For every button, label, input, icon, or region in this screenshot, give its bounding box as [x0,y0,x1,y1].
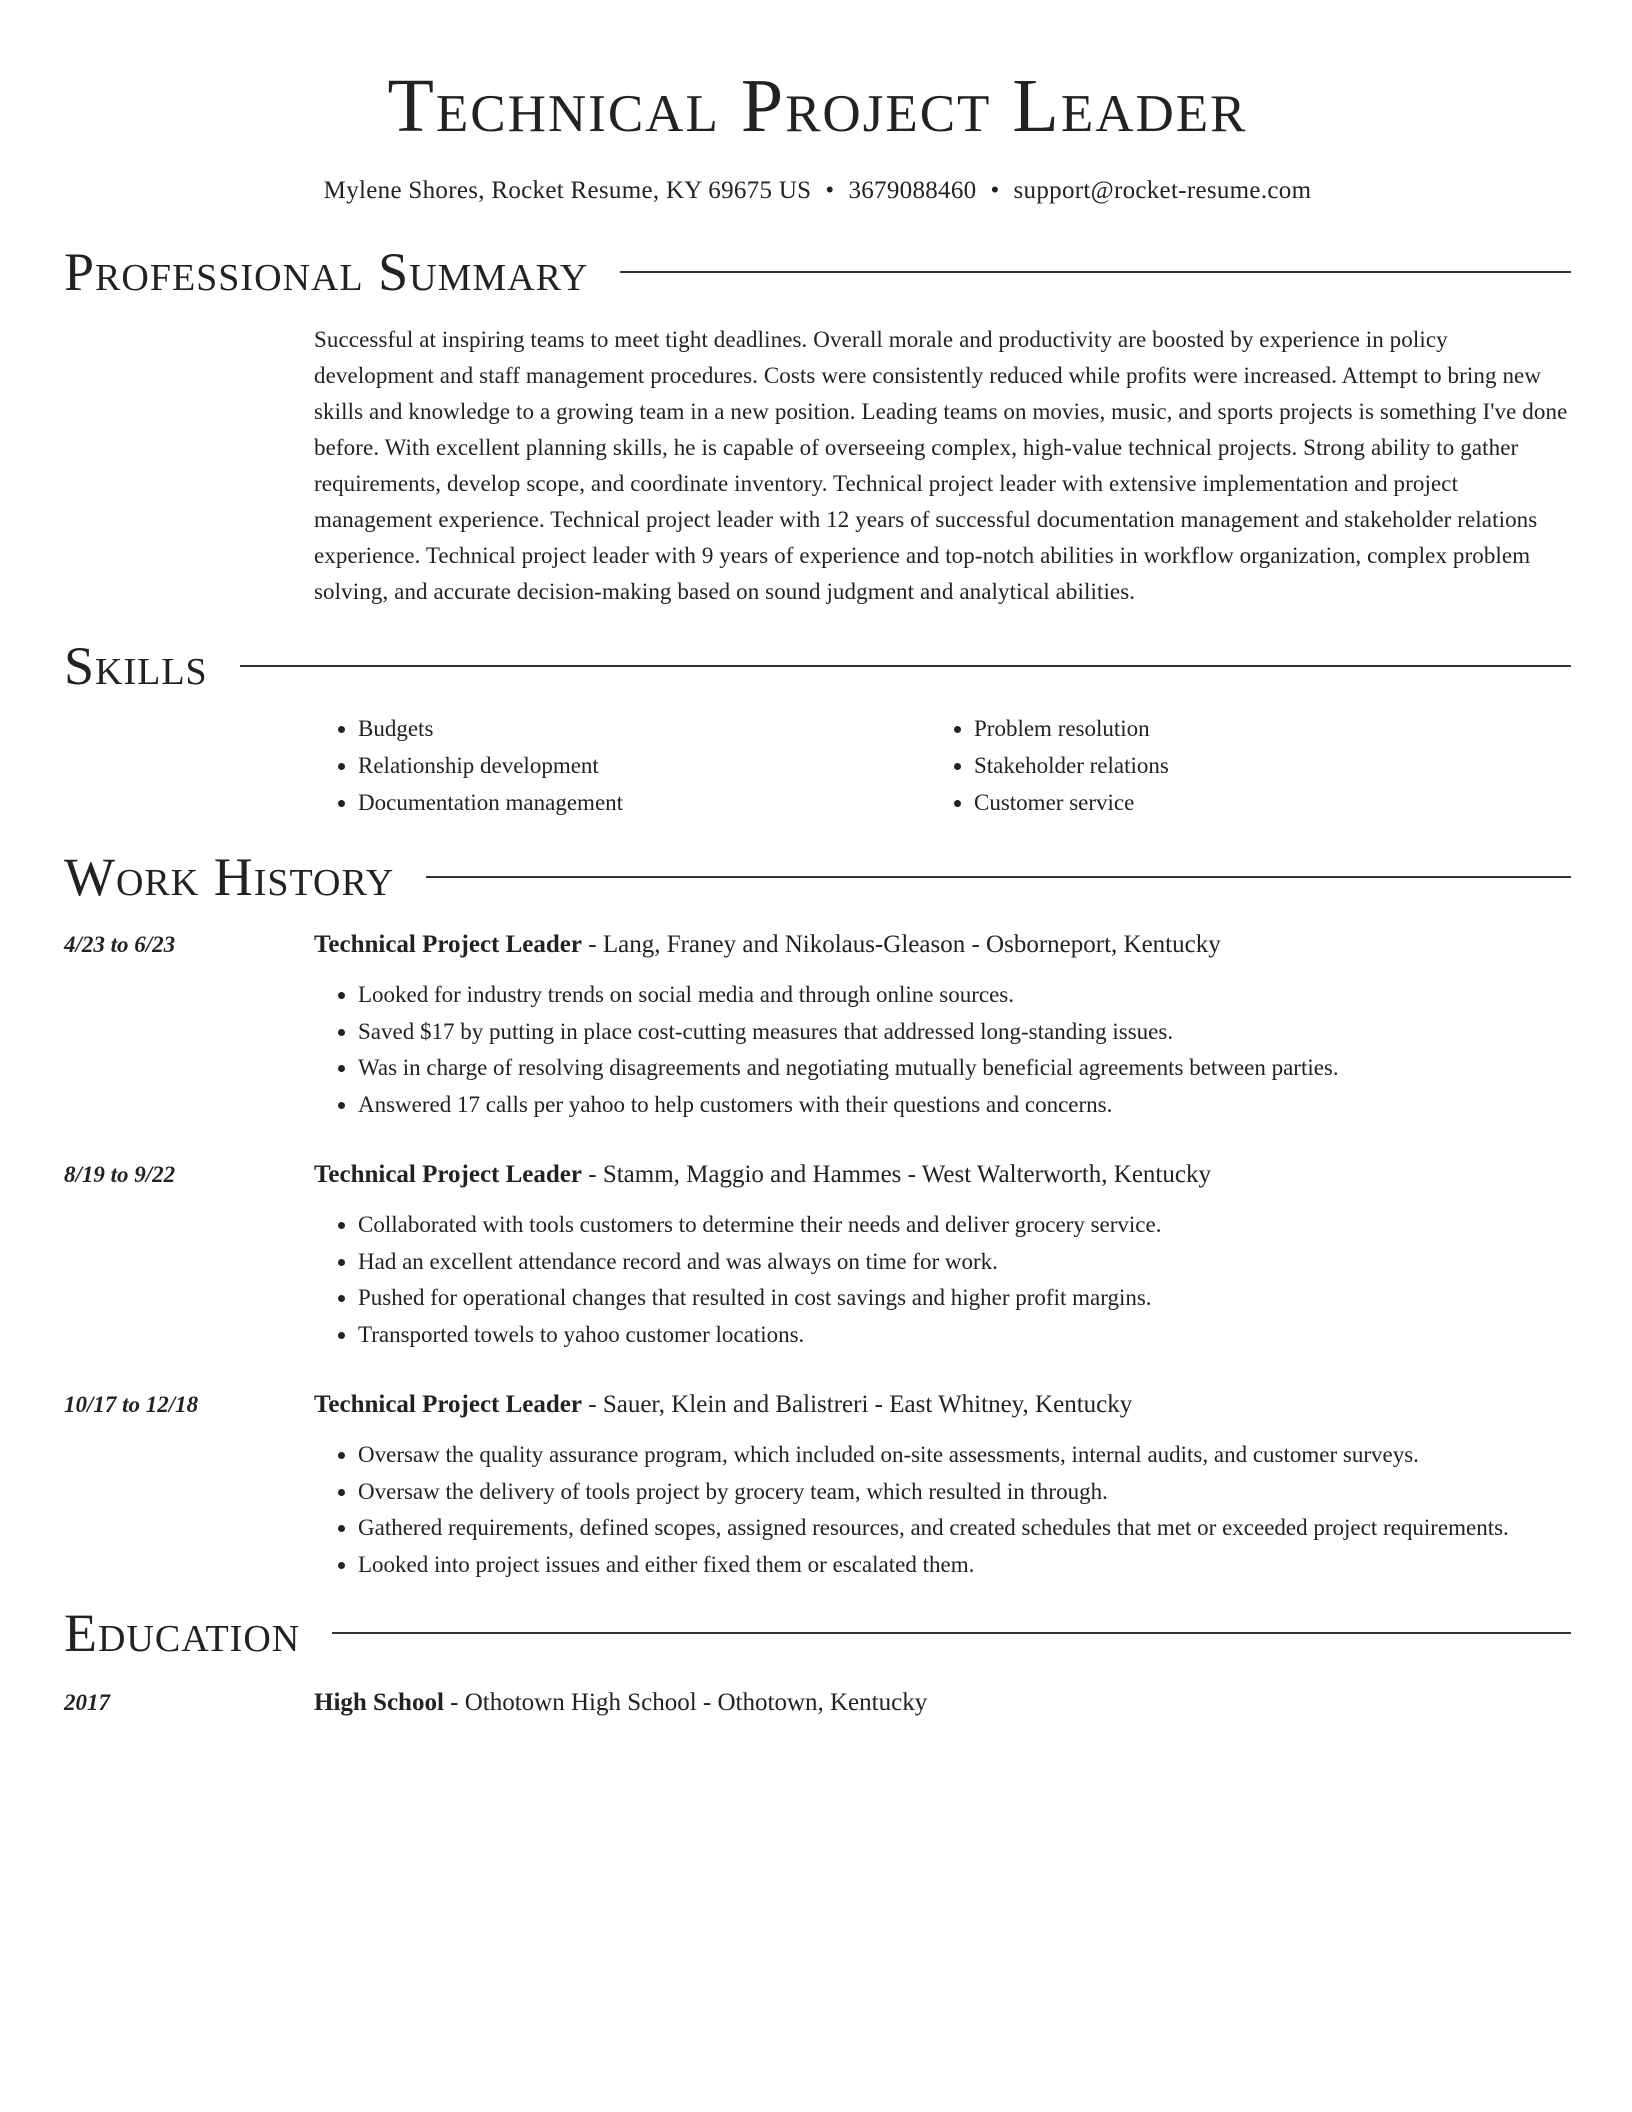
job-bullet: • Answered 17 calls per yahoo to help customers with their questions and concerns. [358,1087,1571,1124]
skill-item: • Customer service [974,784,1546,821]
job-employer: - Sauer, Klein and Balistreri - East Whitney, Kentucky [582,1391,1133,1418]
job-heading [314,1157,1571,1193]
job-body [314,1387,1571,1583]
job-bullet: • Oversaw the quality assurance program, which included on-site assessments, internal audits, and customer surveys. [358,1437,1571,1474]
job-body [314,1157,1571,1353]
job-title: Technical Project Leader [314,1161,582,1188]
work-heading: Work History [64,847,395,907]
education-section-header [64,1603,1571,1663]
skills-section-header [64,636,1571,696]
contact-email: support@rocket-resume.com [1013,177,1312,204]
summary-section-header [64,242,1571,302]
job-bullets [314,1437,1571,1583]
job-title: Technical Project Leader [314,1391,582,1418]
skills-list [314,710,1571,821]
education-body [314,1685,1571,1721]
section-divider [426,876,1571,878]
job-bullet: • Pushed for operational changes that resulted in cost savings and higher profit margins. [358,1280,1571,1317]
job-employer: - Lang, Franey and Nikolaus-Gleason - Osborneport, Kentucky [582,931,1221,958]
job-entry [64,1387,1571,1583]
skill-item: • Documentation management [358,784,930,821]
skills-column-right [930,710,1546,821]
section-divider [332,1632,1571,1634]
job-dates: 8/19 to 9/22 [64,1162,176,1187]
summary-heading: Professional Summary [64,242,589,302]
job-bullet: • Was in charge of resolving disagreements and negotiating mutually beneficial agreements between parties. [358,1050,1571,1087]
education-year: 2017 [64,1690,110,1715]
contact-separator: • [825,177,835,204]
section-divider [620,271,1571,273]
summary-text: Successful at inspiring teams to meet tight deadlines. Overall morale and productivity are boosted by experience in policy development and staff management procedures. Costs were consistently reduced while profits were increased. Attempt to bring new skills and knowledge to a growing team in a new position. Leading teams on movies, music, and sports projects is something I've done before. With excellent planning skills, he is capable of overseeing complex, high-value technical projects. Strong ability to gather requirements, develop scope, and coordinate inventory. Technical project leader with extensive implementation and project management experience. Technical project leader with 12 years of successful documentation management and stakeholder relations experience. Technical project leader with 9 years of experience and top-notch abilities in workflow organization, complex problem solving, and accurate decision-making based on sound judgment and analytical abilities. [314,327,1568,604]
contact-line [64,174,1571,208]
education-degree: High School [314,1689,444,1716]
job-entry [64,927,1571,1123]
job-heading [314,1387,1571,1423]
job-entry [64,1157,1571,1353]
job-bullets [314,977,1571,1123]
skill-item: • Stakeholder relations [974,747,1546,784]
job-title: Technical Project Leader [314,931,582,958]
job-heading [314,927,1571,963]
job-bullet: • Looked into project issues and either fixed them or escalated them. [358,1547,1571,1584]
skill-item: • Problem resolution [974,710,1546,747]
contact-phone: 3679088460 [848,177,977,204]
job-bullet: • Transported towels to yahoo customer locations. [358,1317,1571,1354]
job-bullet: • Looked for industry trends on social media and through online sources. [358,977,1571,1014]
job-body [314,927,1571,1123]
job-bullet: • Collaborated with tools customers to determine their needs and deliver grocery service. [358,1207,1571,1244]
education-entry [64,1685,1571,1721]
work-section-header [64,847,1571,907]
section-divider [240,665,1571,667]
skill-item: • Budgets [358,710,930,747]
resume-page [64,0,1571,1721]
education-heading-line [314,1685,1571,1721]
job-dates: 4/23 to 6/23 [64,932,176,957]
job-bullets [314,1207,1571,1353]
job-bullet: • Saved $17 by putting in place cost-cutting measures that addressed long-standing issues. [358,1014,1571,1051]
job-bullet: • Had an excellent attendance record and was always on time for work. [358,1244,1571,1281]
contact-separator: • [990,177,1000,204]
resume-name: Technical Project Leader [387,64,1248,148]
education-school: - Othotown High School - Othotown, Kentucky [443,1689,928,1716]
education-heading: Education [64,1603,301,1663]
job-employer: - Stamm, Maggio and Hammes - West Walterworth, Kentucky [582,1161,1211,1188]
job-bullet: • Oversaw the delivery of tools project by grocery team, which resulted in through. [358,1474,1571,1511]
skills-column-left [314,710,930,821]
contact-address: Mylene Shores, Rocket Resume, KY 69675 US [323,177,812,204]
skills-heading: Skills [64,636,208,696]
skill-item: • Relationship development [358,747,930,784]
job-bullet: • Gathered requirements, defined scopes, assigned resources, and created schedules that met or exceeded project requirements. [358,1510,1571,1547]
job-dates: 10/17 to 12/18 [64,1392,199,1417]
